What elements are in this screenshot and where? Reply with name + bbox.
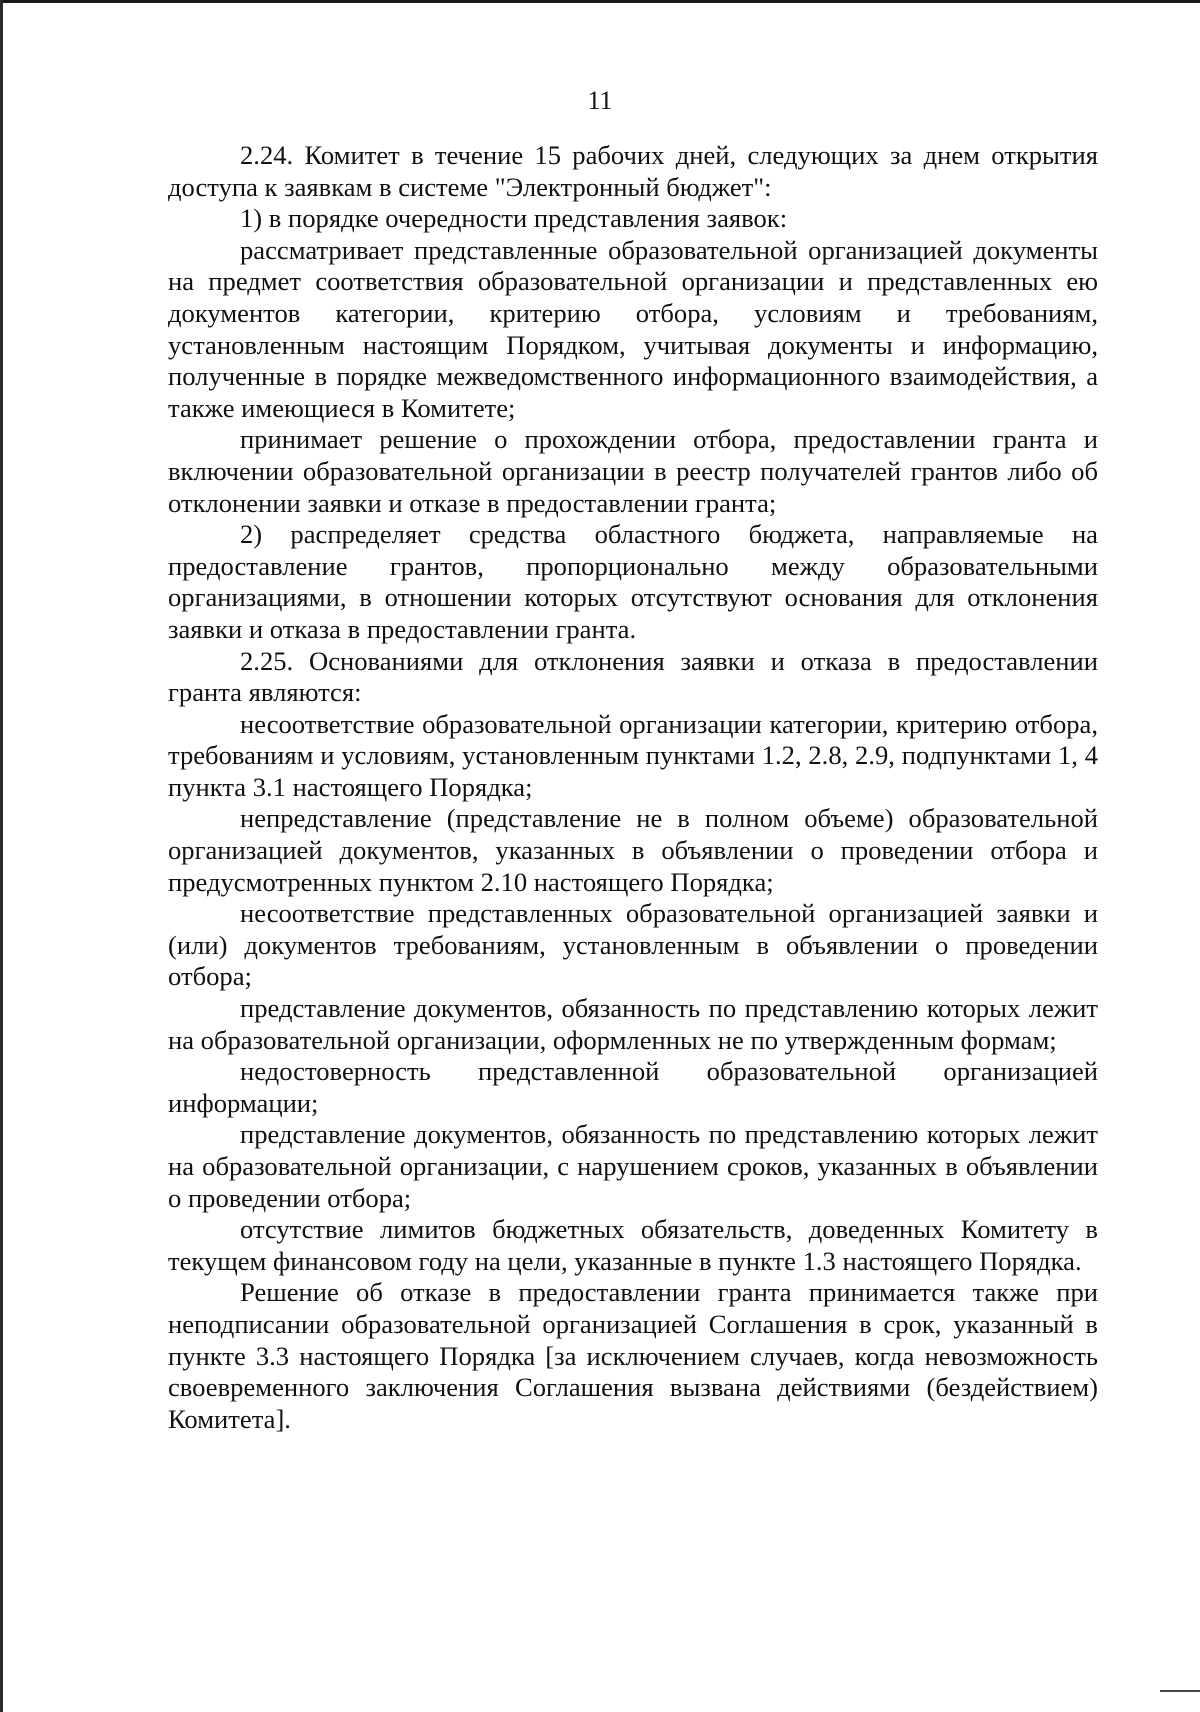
paragraph-2-24: 2.24. Комитет в течение 15 рабочих дней, следующих за днем открытия доступа к заявкам в системе "Электронный бюджет": [168, 140, 1098, 202]
paragraph-item-2: 2) распределяет средства областного бюджета, направляемые на предоставление грантов, пропорционально между образовательными организациями, в отношении которых отсутствуют основания для отклонения заявки и отказа в предоставлении гранта. [168, 519, 1098, 644]
paragraph-reviews-documents: рассматривает представленные образовательной организацией документы на предмет соответствия образовательной организации и представленных ею документов категории, критерию отбора, условиям и требованиям, установленным настоящим Порядком, учитывая документы и информацию, полученные в порядке межведомственного информационного взаимодействия, а также имеющиеся в Комитете; [168, 234, 1098, 423]
paragraph-ground-requirements: несоответствие представленных образовательной организацией заявки и (или) документов требованиям, установленным в объявлении о проведении отбора; [168, 898, 1098, 992]
paragraph-item-1: 1) в порядке очередности представления заявок: [240, 203, 788, 234]
paragraph-ground-deadlines: представление документов, обязанность по представлению которых лежит на образовательной организации, с нарушением сроков, указанных в объявлении о проведении отбора; [168, 1119, 1098, 1213]
paragraph-ground-limits: отсутствие лимитов бюджетных обязательств, доведенных Комитету в текущем финансовом году на цели, указанные в пункте 1.3 настоящего Порядка. [168, 1214, 1098, 1276]
scan-mark [1160, 1690, 1200, 1692]
paragraph-ground-forms: представление документов, обязанность по представлению которых лежит на образовательной организации, оформленных не по утвержденным формам; [168, 993, 1098, 1055]
paragraph-ground-nonconformity: несоответствие образовательной организации категории, критерию отбора, требованиям и условиям, установленным пунктами 1.2, 2.8, 2.9, подпунктами 1, 4 пункта 3.1 настоящего Порядка; [168, 708, 1098, 802]
paragraph-2-25: 2.25. Основаниями для отклонения заявки и отказа в предоставлении гранта являются: [168, 645, 1098, 708]
scan-edge-top [0, 0, 1200, 3]
page-number: 11 [587, 86, 613, 115]
paragraph-ground-unreliable: недостоверность представленной образовательной организацией информации; [168, 1056, 1098, 1118]
scan-edge-left [0, 0, 3, 1712]
document-body [168, 140, 1098, 1435]
paragraph-makes-decision: принимает решение о прохождении отбора, предоставлении гранта и включении образовательной организации в реестр получателей грантов либо об отклонении заявки и отказе в предоставлении гранта; [168, 424, 1098, 518]
paragraph-refusal-agreement: Решение об отказе в предоставлении гранта принимается также при неподписании образовательной организацией Соглашения в срок, указанный в пункте 3.3 настоящего Порядка [за исключением случаев, когда невозможность своевременного заключения Соглашения вызвана действиями (бездействием) Комитета]. [168, 1277, 1098, 1434]
paragraph-ground-nonsubmission: непредставление (представление не в полном объеме) образовательной организацией документов, указанных в объявлении о проведении отбора и предусмотренных пунктом 2.10 настоящего Порядка; [168, 803, 1098, 897]
